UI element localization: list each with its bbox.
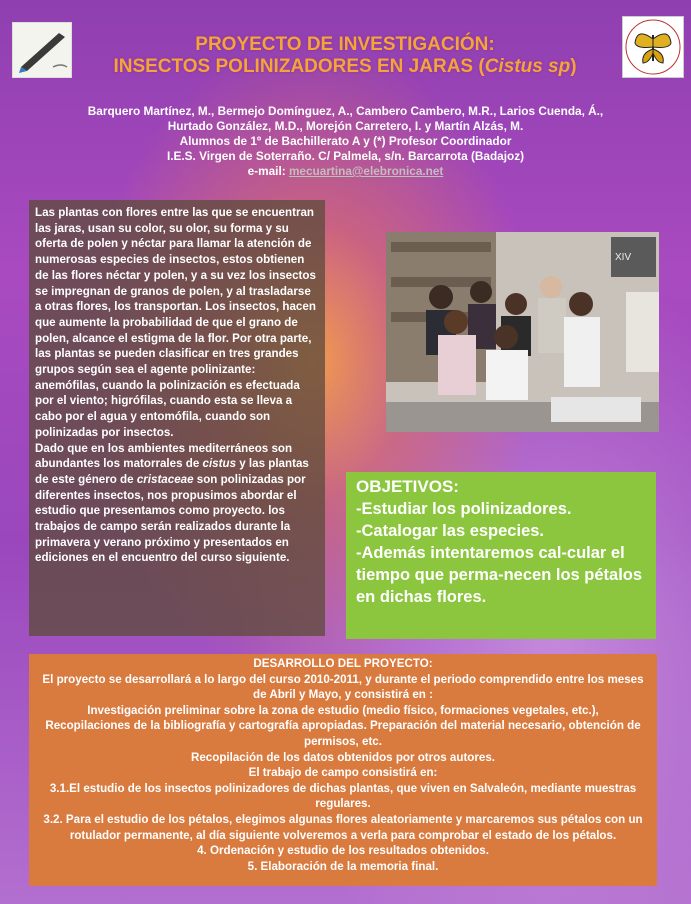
butterfly-logo: [622, 16, 684, 78]
development-line-1: El proyecto se desarrollará a lo largo del curso 2010-2011, y durante el periodo comprendido entre los meses de Abril y Mayo, y consistirá en :: [42, 672, 644, 702]
students-photo-illustration: [386, 232, 659, 432]
email-label: e-mail:: [247, 164, 289, 178]
group-photo: [386, 232, 659, 432]
authors-line-4: I.E.S. Virgen de Soterraño. C/ Palmela, s/n. Barcarrota (Badajoz): [166, 149, 525, 163]
objective-item-1: -Estudiar los polinizadores.: [356, 500, 572, 518]
title-line-1: PROYECTO DE INVESTIGACIÓN:: [195, 34, 495, 55]
objective-item-2: -Catalogar las especies.: [356, 522, 545, 540]
intro-text-panel: [29, 200, 325, 636]
poster-title: [80, 34, 610, 78]
school-logo: [12, 22, 72, 78]
title-text: INSECTOS POLINIZADORES EN JARAS (: [113, 56, 485, 77]
intro-paragraph-1: Las plantas con flores entre las que se encuentran las jaras, usan su color, su olor, su forma y su oferta de polen y néctar para llamar la atención de numerosas especies de insectos, estos obtienen de las flores néctar y polen, y a su vez los insectos se impregnan de granos de polen, y al trasladarse a otras flores, los transportan. Los insectos, hacen que aumente la probabilidad de que el grano de polen, alcance el estigma de la flor. Por otra parte, las plantas se pueden clasificar en tres grandes grupos según sea el agente polinizante: anemófilas, cuando la polinización es efectuada por el viento; higrófilas, cuando esta se lleva a cabo por el agua y entomófila, cuando son polinizadas por insectos.: [35, 206, 316, 439]
email-line: [6, 164, 685, 179]
development-title: DESARROLLO DEL PROYECTO:: [253, 657, 433, 670]
intro-p2-c: son polinizadas por diferentes insectos, nos propusimos abordar el estudio que presentamos como proyecto. los trabajos de campo serán realizados durante la primavera y verano próximo y presentados en ediciones en el encuentro del curso siguiente.: [35, 472, 306, 565]
title-close: ): [570, 56, 577, 77]
development-panel: [29, 654, 657, 886]
intro-paragraph-2: [35, 442, 309, 565]
cistaceae-term: cristaceae: [136, 472, 194, 486]
species-name: Cistus sp: [484, 56, 571, 77]
intro-p2-b: y las plantas de este género de: [35, 457, 309, 486]
development-line-5: El trabajo de campo consistirá en:: [248, 766, 438, 780]
authors-line-1: Barquero Martínez, M., Bermejo Domínguez, A., Cambero Cambero, M.R., Larios Cuenda, Á.,: [87, 104, 604, 118]
development-line-6: 3.1.El estudio de los insectos polinizadores de dichas plantas, que viven en Salvaleón, mediante muestras regulares.: [49, 781, 637, 811]
intro-p2-a: Dado que en los ambientes mediterráneos son abundantes los matorrales de: [35, 441, 293, 471]
pen-logo-icon: [13, 23, 71, 77]
development-line-8: 4. Ordenación y estudio de los resultados obtenidos.: [197, 844, 489, 858]
development-line-3: Recopilaciones de la bibliografía y cartografía apropiadas. Preparación del material necesario, obtención de permisos, etc.: [45, 719, 641, 748]
cistus-term: cistus: [202, 457, 237, 471]
development-line-9: 5. Elaboración de la memoria final.: [247, 859, 439, 873]
email-link[interactable]: mecuartina@elebronica.net: [288, 164, 444, 178]
butterfly-icon: [623, 17, 683, 77]
development-line-4: Recopilación de los datos obtenidos por otros autores.: [190, 750, 496, 764]
development-line-2: Investigación preliminar sobre la zona de estudio (medio físico, formaciones vegetales, etc.),: [87, 703, 599, 717]
objectives-title: OBJETIVOS:: [356, 477, 459, 496]
objectives-panel: [346, 472, 656, 639]
authors-block: [6, 104, 685, 179]
objective-item-3: -Además intentaremos cal-cular el tiempo que perma-necen los pétalos en dichas flores.: [356, 544, 643, 606]
authors-line-2: Hurtado González, M.D., Morejón Carretero, I. y Martín Alzás, M.: [167, 119, 524, 133]
photo-sign: XIV: [615, 252, 632, 263]
title-line-2: [80, 56, 610, 78]
development-line-7: 3.2. Para el estudio de los pétalos, elegimos algunas flores aleatoriamente y marcaremos sus pétalos con un rotulador permanente, al día siguiente volveremos a verla para comprobar el estado de los pétalos.: [43, 812, 643, 842]
authors-line-3: Alumnos de 1º de Bachillerato A y (*) Profesor Coordinador: [179, 134, 512, 148]
